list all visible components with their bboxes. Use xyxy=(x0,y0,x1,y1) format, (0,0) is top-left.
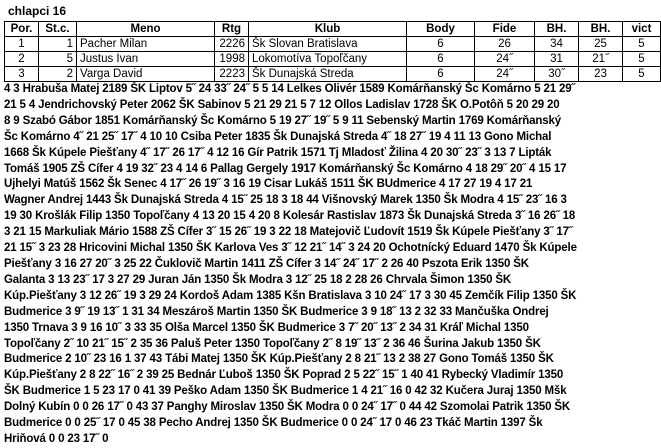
text-line: Ujhelyi Matúš 1562 Šk Senec 4 17˝ 26 19˝ 3 16 19 Cisar Lukáš 1511 ŠK BUdmerice 4 17 27 19 4 17 21 xyxy=(4,178,533,191)
text-line: 21 5 4 Jendrichovský Peter 2062 ŠK Sabinov 5 21 29 21 5 7 12 Ollos Ladislav 1728 ŠK O.Potôň 5 20 29 20 xyxy=(4,98,560,111)
column-header-buchholz: BH. xyxy=(535,22,579,37)
text-line: Šc Komárno 4˝ 21 25˝ 17˝ 4 10 10 Csiba Peter 1835 Šk Dunajská Streda 4˝ 18 27˝ 19 4 11 13 Gono Michal xyxy=(4,130,552,143)
text-line: Topoľčany 2˝ 10 21˝ 15˝ 2 35 36 Paluš Peter 1350 Topoľčany 2˝ 8 19˝ 13˝ 2 36 46 Šurina Jakub 1350 ŠK xyxy=(4,337,541,350)
cell-start-number: 2 xyxy=(39,67,77,82)
cell-buchholz-cut: 25 xyxy=(579,37,623,52)
cell-club: Šk Dunajská Streda xyxy=(249,67,407,82)
text-line: Budmerice 2 10˝ 23 16 1 37 43 Tábi Matej 1350 ŠK Kúp.Piešťany 2 8 21˝ 13 2 38 27 Gono Tomáš 1350 ŠK xyxy=(4,353,554,366)
standings-text-block xyxy=(4,82,629,448)
column-header-rank: Por. xyxy=(5,22,39,37)
table-row xyxy=(5,67,661,82)
cell-name: Pacher Milan xyxy=(77,37,215,52)
cell-points: 6 xyxy=(407,37,475,52)
text-line: 4 3 Hrabuša Matej 2189 ŠK Liptov 5˝ 24 33˝ 24˝ 5 5 14 Lelkes Olivér 1589 Komárňanský Šc Komárno 5 21 29˝ xyxy=(4,83,576,95)
text-line: Galanta 3 13 23˝ 17 3 27 29 Juran Ján 1350 Šk Modra 3 12˝ 25 18 2 28 26 Chrvala Šimon 1350 ŠK xyxy=(4,273,512,286)
cell-wins: 5 xyxy=(623,67,661,82)
text-line: 21 15˝ 3 23 28 Hricovini Michal 1350 ŠK Karlova Ves 3˝ 12 21˝ 14˝ 3 24 20 Ochotnícký Eduard 1470 Šk Kúpele xyxy=(4,242,577,255)
column-header-buchholz-cut: BH. xyxy=(579,22,623,37)
cell-fide: 24˝ xyxy=(475,52,535,67)
cell-points: 6 xyxy=(407,67,475,82)
text-line: Kúp.Piešťany 2 8 22˝ 16˝ 2 39 25 Bednár Ľuboš 1350 ŠK Poprad 2 5 22˝ 15˝ 1 40 41 Rybecký Vladimír 1350 xyxy=(4,369,564,382)
cell-name: Justus Ivan xyxy=(77,52,215,67)
cell-buchholz-cut: 23 xyxy=(579,67,623,82)
text-line: Kúp.Piešťany 3 12 26˝ 19 3 29 24 Kordoš Adam 1385 Kšn Bratislava 3 10 24˝ 17 3 30 45 Zemčík Filip 1350 ŠK xyxy=(4,289,577,302)
cell-name: Varga David xyxy=(77,67,215,82)
cell-rating: 2226 xyxy=(215,37,249,52)
cell-rank: 3 xyxy=(5,67,39,82)
cell-start-number: 5 xyxy=(39,52,77,67)
text-line: 1350 Trnava 3 9 16 10˝ 3 33 35 Olša Marcel 1350 ŠK Budmerice 3 7˝ 20˝ 13˝ 2 34 31 Kráľ Michal 1350 xyxy=(4,321,529,334)
page-title: chlapci 16 xyxy=(8,4,67,18)
text-line: Budmerice 3 9˝ 19 13˝ 1 31 34 Meszároš Martin 1350 ŠK Budmerice 3 9 18˝ 13 2 32 33 Mančuška Ondrej xyxy=(4,305,549,318)
column-header-start-number: St.c. xyxy=(39,22,77,37)
cell-points: 6 xyxy=(407,52,475,67)
column-header-points: Body xyxy=(407,22,475,37)
text-line: Dolný Kubín 0 0 26 17˝ 0 43 37 Panghy Miroslav 1350 ŠK Modra 0 0 24˝ 17˝ 0 44 42 Szomolai Patrik 1350 ŠK xyxy=(4,401,571,414)
column-header-wins: vict xyxy=(623,22,661,37)
column-header-rating: Rtg xyxy=(215,22,249,37)
cell-fide: 26 xyxy=(475,37,535,52)
table-row xyxy=(5,52,661,67)
cell-rating: 1998 xyxy=(215,52,249,67)
text-line: Tomáš 1905 ZŠ Cífer 4 19 32˝ 23 4 14 6 Pallag Gergely 1917 Komárňanský Šc Komárno 4 18 29˝ 20˝ 4 15 17 xyxy=(4,162,567,175)
text-line: Piešťany 3 16 27 20˝ 3 25 22 Čuklovič Martin 1411 ZŠ Cífer 3 14˝ 24˝ 17˝ 2 26 40 Pszota Erik 1350 ŠK xyxy=(4,257,529,270)
text-line: 19 30 Krošlák Filip 1350 Topoľčany 4 13 20 15 4 20 8 Kolesár Rastislav 1873 Šk Dunajská Streda 3˝ 16 26˝ 18 xyxy=(4,210,576,223)
text-line: Wagner Andrej 1443 Šk Dunajská Streda 4 15˝ 25 18 3 18 44 Višnovský Marek 1350 Šk Modra 4 15˝ 23˝ 16 3 xyxy=(4,194,567,207)
header-row xyxy=(5,22,661,37)
text-line: ŠK Budmerice 1 5 23 17 0 41 39 Peško Adam 1350 ŠK Budmerice 1 4 21˝ 16 0 42 32 Kučera Juraj 1350 Mšk xyxy=(4,385,567,398)
cell-rating: 2223 xyxy=(215,67,249,82)
cell-start-number: 1 xyxy=(39,37,77,52)
cell-rank: 2 xyxy=(5,52,39,67)
text-line: 3 21 15 Markuliak Mário 1588 ZŠ Cífer 3˝ 15 26˝ 19 3 22 18 Matejovič Ľudovít 1519 Šk Kúpele Piešťany 3˝ 17˝ xyxy=(4,226,573,239)
results-table xyxy=(4,21,661,82)
cell-buchholz: 30˝ xyxy=(535,67,579,82)
cell-club: Lokomotíva Topoľčany xyxy=(249,52,407,67)
cell-wins: 5 xyxy=(623,52,661,67)
text-line: Budmerice 0 0 25˝ 17 0 45 38 Pecho Andrej 1350 ŠK Budmerice 0 0 24˝ 17 0 46 23 Tkáč Martin 1397 Šk xyxy=(4,417,543,430)
column-header-name: Meno xyxy=(77,22,215,37)
text-line: 1668 Šk Kúpele Piešťany 4˝ 17˝ 26 17˝ 4 12 16 Gír Patrik 1571 Tj Mladosť Žilina 4 20 30˝ 23˝ 3 13 7 Lipták xyxy=(4,146,552,159)
cell-buchholz-cut: 21˝ xyxy=(579,52,623,67)
text-line: 8 9 Szabó Gábor 1851 Komárňanský Šc Komárno 5 19 27˝ 19˝ 5 9 11 Sebenský Martin 1769 Komárňanský xyxy=(4,114,562,127)
column-header-club: Klub xyxy=(249,22,407,37)
cell-buchholz: 34 xyxy=(535,37,579,52)
cell-club: Šk Slovan Bratislava xyxy=(249,37,407,52)
cell-fide: 24˝ xyxy=(475,67,535,82)
cell-wins: 5 xyxy=(623,37,661,52)
text-line: Hriňová 0 0 23 17˝ 0 xyxy=(4,432,109,445)
cell-rank: 1 xyxy=(5,37,39,52)
cell-buchholz: 31 xyxy=(535,52,579,67)
table-row xyxy=(5,37,661,52)
column-header-fide: Fide xyxy=(475,22,535,37)
